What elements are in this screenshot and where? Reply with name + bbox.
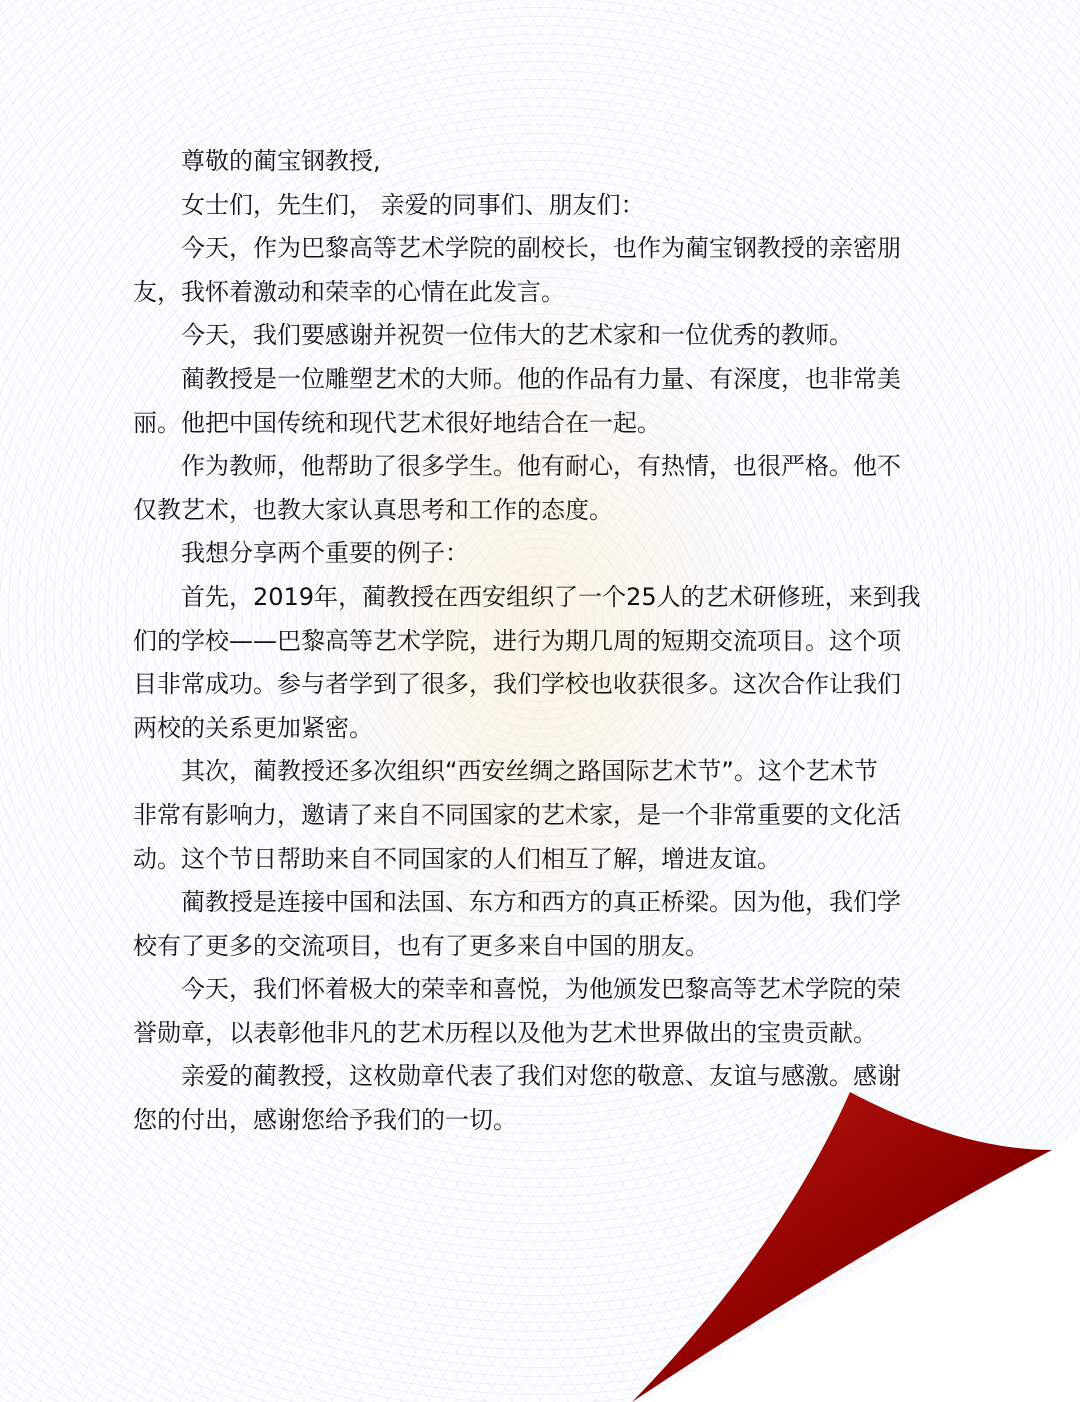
- text-line: 动。这个节日帮助来自不同国家的人们相互了解，增进友谊。: [133, 844, 781, 873]
- text-line: 女士们，先生们， 亲爱的同事们、朋友们：: [181, 190, 645, 219]
- text-line: 作为教师，他帮助了很多学生。他有耐心，有热情，也很严格。他不: [181, 452, 901, 481]
- text-line: 您的付出，感谢您给予我们的一切。: [133, 1106, 517, 1135]
- text-line: 我想分享两个重要的例子：: [181, 539, 469, 568]
- text-line: 友，我怀着激动和荣幸的心情在此发言。: [133, 277, 565, 306]
- text-line: 其次，蔺教授还多次组织“西安丝绸之路国际艺术节”。这个艺术节: [181, 757, 878, 786]
- text-line: 丽。他把中国传统和现代艺术很好地结合在一起。: [133, 408, 661, 437]
- text-line: 今天，我们要感谢并祝贺一位伟大的艺术家和一位优秀的教师。: [181, 321, 853, 350]
- text-line: 蔺教授是连接中国和法国、东方和西方的真正桥梁。因为他，我们学: [181, 888, 901, 917]
- text-line: 目非常成功。参与者学到了很多，我们学校也收获很多。这次合作让我们: [133, 670, 901, 699]
- text-line: 仅教艺术，也教大家认真思考和工作的态度。: [133, 495, 613, 524]
- text-line: 蔺教授是一位雕塑艺术的大师。他的作品有力量、有深度，也非常美: [181, 364, 901, 393]
- text-line: 非常有影响力，邀请了来自不同国家的艺术家，是一个非常重要的文化活: [133, 800, 901, 829]
- text-line: 校有了更多的交流项目，也有了更多来自中国的朋友。: [133, 931, 709, 960]
- text-line: 两校的关系更加紧密。: [133, 713, 373, 742]
- text-line: 尊敬的蔺宝钢教授,: [181, 147, 381, 175]
- text-line: 亲爱的蔺教授，这枚勋章代表了我们对您的敬意、友谊与感激。感谢: [181, 1062, 901, 1091]
- text-line: 们的学校——巴黎高等艺术学院，进行为期几周的短期交流项目。这个项: [133, 626, 901, 655]
- text-line: 今天，我们怀着极大的荣幸和喜悦，为他颁发巴黎高等艺术学院的荣: [181, 975, 901, 1004]
- text-line: 今天，作为巴黎高等艺术学院的副校长，也作为蔺宝钢教授的亲密朋: [181, 234, 901, 263]
- text-line: 首先，2019年，蔺教授在西安组织了一个25人的艺术研修班，来到我: [181, 582, 921, 611]
- text-line: 誉勋章，以表彰他非凡的艺术历程以及他为艺术世界做出的宝贵贡献。: [133, 1018, 877, 1047]
